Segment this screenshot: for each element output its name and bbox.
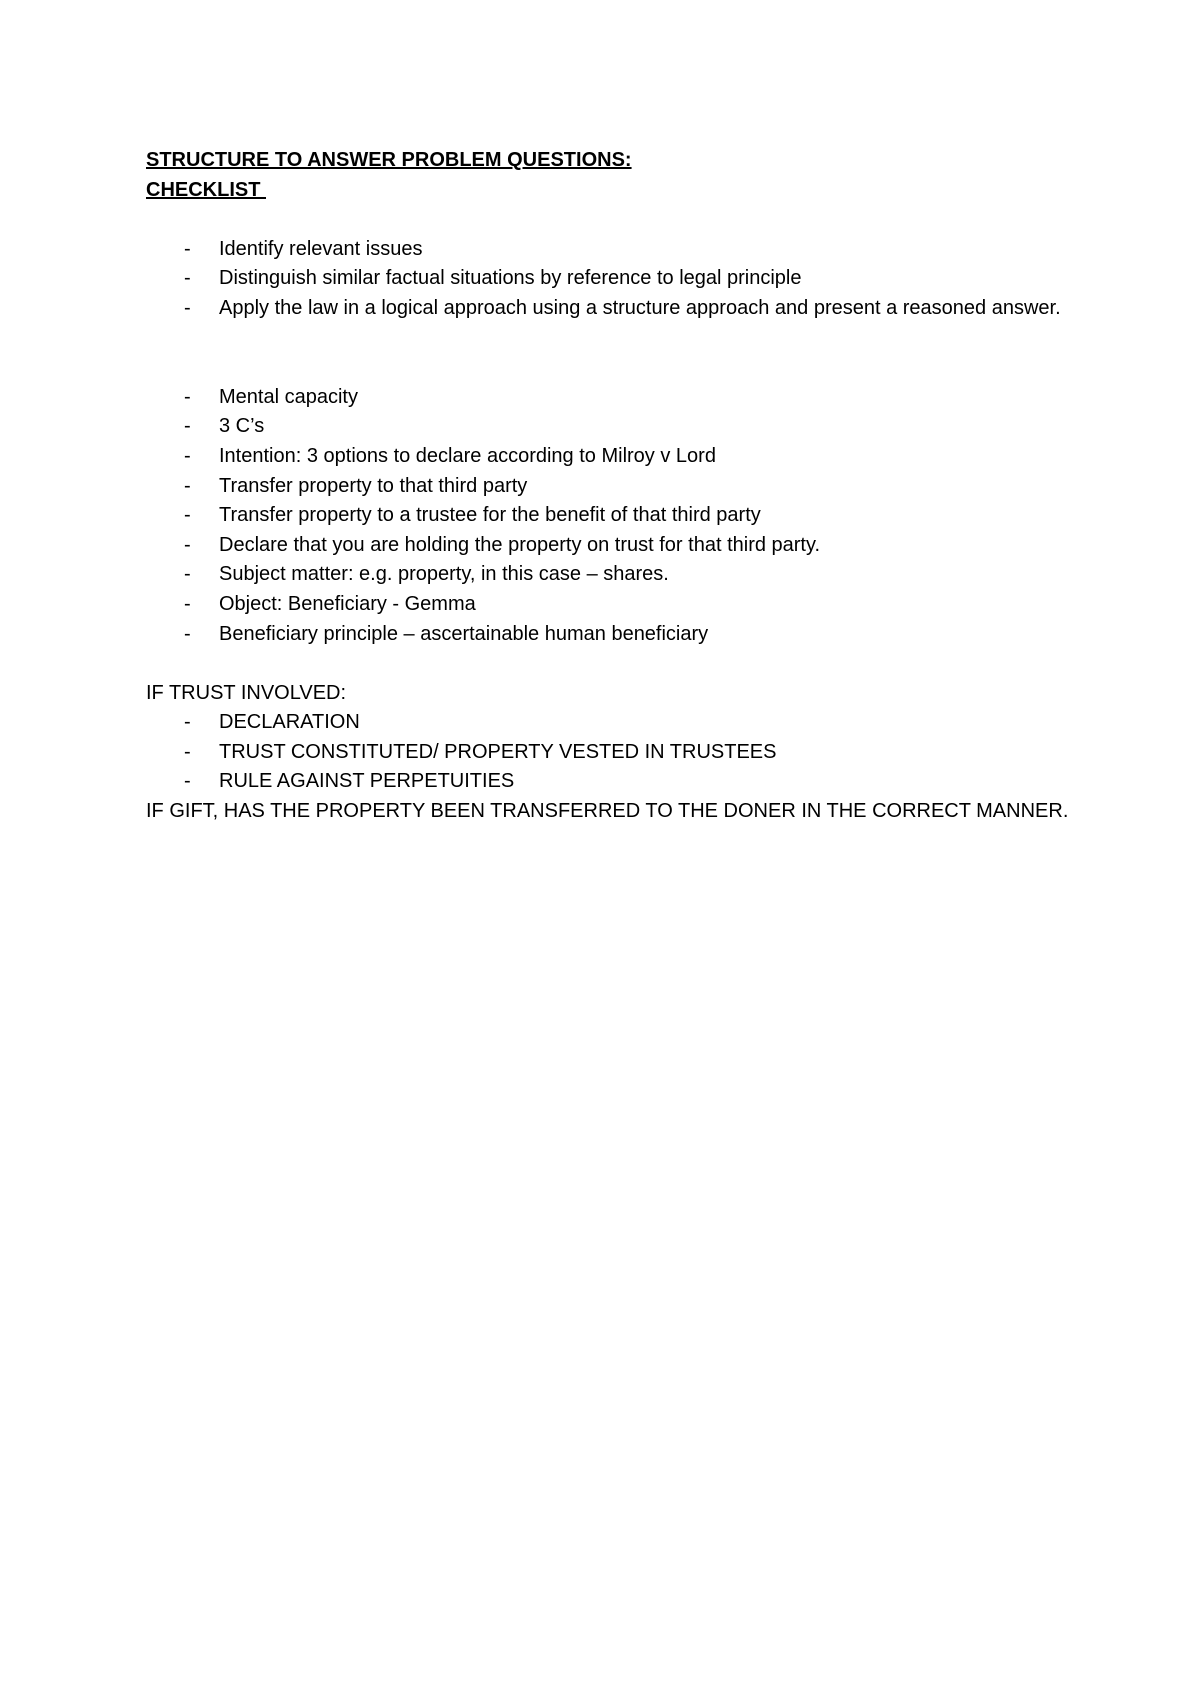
list-item-text: Identify relevant issues: [219, 237, 423, 260]
bullet-dash: -: [184, 770, 191, 793]
list-item: [146, 294, 1106, 324]
list-item-text: Intention: 3 options to declare according to Milroy v Lord: [219, 444, 716, 467]
list-item: [146, 235, 1106, 265]
list-item: [146, 264, 1106, 294]
bullet-dash: -: [184, 563, 191, 586]
checklist-list: [146, 383, 1106, 649]
list-item-text: Mental capacity: [219, 385, 358, 408]
gift-line: IF GIFT, HAS THE PROPERTY BEEN TRANSFERRED TO THE DONER IN THE CORRECT MANNER.: [146, 800, 1069, 823]
list-item: [146, 590, 1106, 620]
list-item: [146, 620, 1106, 650]
bullet-dash: -: [184, 592, 191, 615]
list-item-text: TRUST CONSTITUTED/ PROPERTY VESTED IN TRUSTEES: [219, 740, 777, 763]
spacer: [146, 324, 1106, 383]
bullet-dash: -: [184, 385, 191, 408]
document-subtitle: CHECKLIST: [146, 178, 266, 201]
bullet-dash: -: [184, 622, 191, 645]
skills-list: [146, 235, 1106, 324]
bullet-dash: -: [184, 296, 191, 319]
trust-list: [146, 708, 1106, 797]
bullet-dash: -: [184, 533, 191, 556]
list-item-text: Subject matter: e.g. property, in this case – shares.: [219, 563, 669, 586]
bullet-dash: -: [184, 504, 191, 527]
bullet-dash: -: [184, 444, 191, 467]
list-item-text: Apply the law in a logical approach using a structure approach and present a reasoned answer.: [219, 296, 1061, 319]
bullet-dash: -: [184, 474, 191, 497]
list-item: [146, 531, 1106, 561]
list-item-text: 3 C’s: [219, 415, 265, 438]
list-item-text: Declare that you are holding the property on trust for that third party.: [219, 533, 821, 556]
bullet-dash: -: [184, 237, 191, 260]
list-item: [146, 472, 1106, 502]
list-item: [146, 560, 1106, 590]
document-title: STRUCTURE TO ANSWER PROBLEM QUESTIONS:: [146, 149, 632, 171]
list-item-text: Object: Beneficiary - Gemma: [219, 592, 476, 615]
list-item-text: Transfer property to that third party: [219, 474, 528, 497]
spacer: [146, 205, 1106, 235]
bullet-dash: -: [184, 415, 191, 438]
list-item: [146, 412, 1106, 442]
list-item-text: Beneficiary principle – ascertainable human beneficiary: [219, 622, 709, 645]
list-item: [146, 442, 1106, 472]
list-item-text: DECLARATION: [219, 711, 360, 734]
list-item-text: Transfer property to a trustee for the benefit of that third party: [219, 504, 761, 527]
spacer: [146, 649, 1106, 679]
trust-heading: IF TRUST INVOLVED:: [146, 681, 347, 704]
bullet-dash: -: [184, 267, 191, 290]
list-item: [146, 767, 1106, 797]
bullet-dash: -: [184, 711, 191, 734]
document-body: [146, 146, 1106, 827]
bullet-dash: -: [184, 740, 191, 763]
list-item-text: RULE AGAINST PERPETUITIES: [219, 770, 515, 793]
list-item: [146, 738, 1106, 768]
list-item: [146, 501, 1106, 531]
list-item: [146, 708, 1106, 738]
list-item-text: Distinguish similar factual situations by reference to legal principle: [219, 267, 802, 290]
list-item: [146, 383, 1106, 413]
